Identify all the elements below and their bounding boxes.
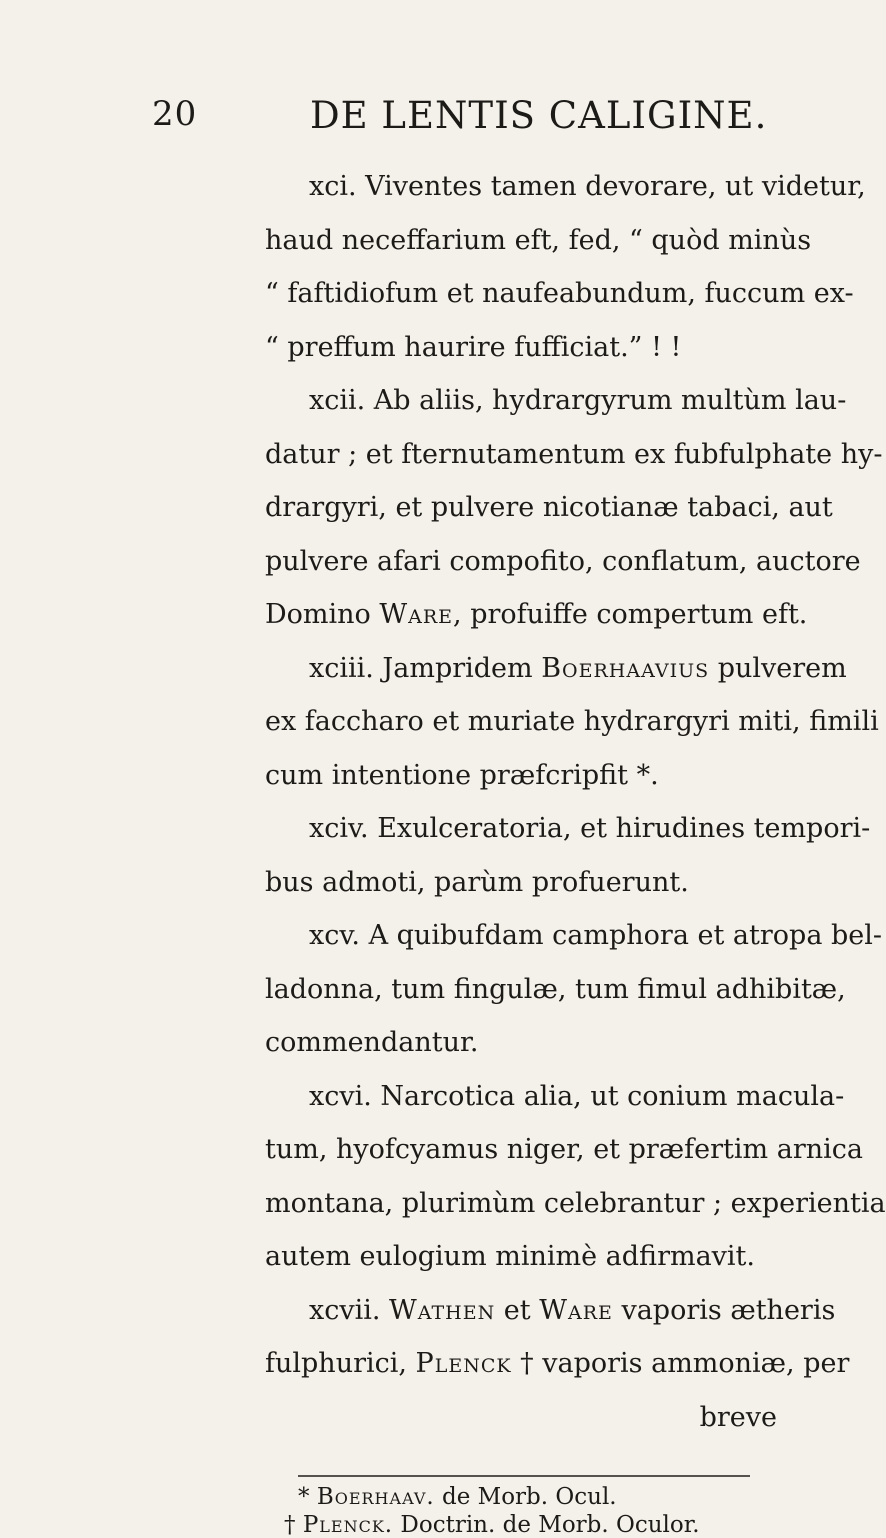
author-name-ware: Ware (379, 599, 454, 630)
author-name-wathen: Wathen (389, 1294, 496, 1326)
paragraph-xcvi-line-2: tum, hyofcyamus niger, et præfertim arnica (265, 1134, 863, 1165)
paragraph-xci-line-2: haud neceffarium eft, fed, “ quòd minùs (265, 224, 812, 256)
paragraph-xciv-line-1: xciv. Exulceratoria, et hirudines tempori- (309, 813, 871, 844)
text-segment: , profuiffe compertum eft. (453, 599, 808, 630)
text-segment: † vaporis ammoniæ, per (511, 1348, 850, 1379)
paragraph-xcvi-line-1: xcvi. Narcotica alia, ut conium macula- (309, 1080, 845, 1112)
paragraph-xcv-line-1: xcv. A quibufdam camphora et atropa bel- (309, 920, 883, 951)
footnote-text: Doctrin. de Morb. Oculor. (393, 1512, 700, 1538)
paragraph-xcii-line-2: datur ; et fternutamentum ex fubfulphate hy- (265, 438, 883, 470)
paragraph-xci-line-4: “ preffum haurire fufficiat.” ! ! (265, 331, 682, 363)
text-segment: pulverem (709, 652, 847, 684)
catchword: breve (699, 1401, 777, 1433)
paragraph-xci-line-1: xci. Viventes tamen devorare, ut videtur, (309, 171, 866, 202)
author-name-boerhaavius: Boerhaavius (541, 652, 710, 684)
footnote-text: de Morb. Ocul. (434, 1484, 617, 1510)
paragraph-xci-line-3: “ faftidiofum et naufeabundum, fuccum ex- (265, 278, 854, 309)
paragraph-xcii-line-1: xcii. Ab aliis, hydrargyrum multùm lau- (309, 385, 847, 416)
page-header (0, 94, 800, 142)
paragraph-xcvi-line-4: autem eulogium minimè adfirmavit. (265, 1241, 755, 1272)
text-segment: xciii. Jampridem (309, 652, 542, 684)
footnote-divider (298, 1475, 750, 1477)
paragraph-xcvii-line-1 (265, 1284, 836, 1338)
paragraph-xciii-line-1 (265, 642, 847, 696)
paragraph-xciii-line-3: cum intentione præfcripfit *. (265, 759, 659, 791)
paragraph-xcii-line-5 (265, 588, 808, 642)
footnote-author: Boerhaav. (316, 1484, 435, 1510)
author-name-plenck: Plenck (415, 1348, 512, 1379)
footnote-1 (298, 1484, 617, 1510)
footnote-2 (284, 1512, 700, 1538)
paragraph-xcvii-line-2 (265, 1337, 850, 1391)
text-segment: Domino (265, 599, 380, 630)
paragraph-xcv-line-3: commendantur. (265, 1027, 479, 1058)
footnote-author: Plenck. (302, 1512, 394, 1538)
footnote-mark: † (284, 1512, 296, 1538)
paragraph-xcvi-line-3: montana, plurimùm celebrantur ; experientia (265, 1187, 886, 1219)
paragraph-xcv-line-2: ladonna, tum fingulæ, tum fimul adhibitæ, (265, 973, 846, 1005)
running-title: DE LENTIS CALIGINE. (310, 94, 768, 137)
text-segment: fulphurici, (265, 1348, 416, 1379)
paragraph-xcii-line-4: pulvere afari compofito, conflatum, auctore (265, 545, 861, 577)
body-text (265, 160, 886, 1444)
text-segment: et (495, 1294, 540, 1326)
paragraph-xciv-line-2: bus admoti, parùm profuerunt. (265, 866, 689, 898)
footnote-mark: * (298, 1484, 310, 1510)
text-segment: xcvii. (309, 1294, 390, 1326)
paragraph-xciii-line-2: ex faccharo et muriate hydrargyri miti, fimili (265, 706, 879, 737)
text-segment: vaporis ætheris (612, 1294, 836, 1326)
author-name-ware: Ware (539, 1294, 613, 1326)
paragraph-xcii-line-3: drargyri, et pulvere nicotianæ tabaci, aut (265, 492, 833, 523)
page-number: 20 (152, 94, 198, 134)
